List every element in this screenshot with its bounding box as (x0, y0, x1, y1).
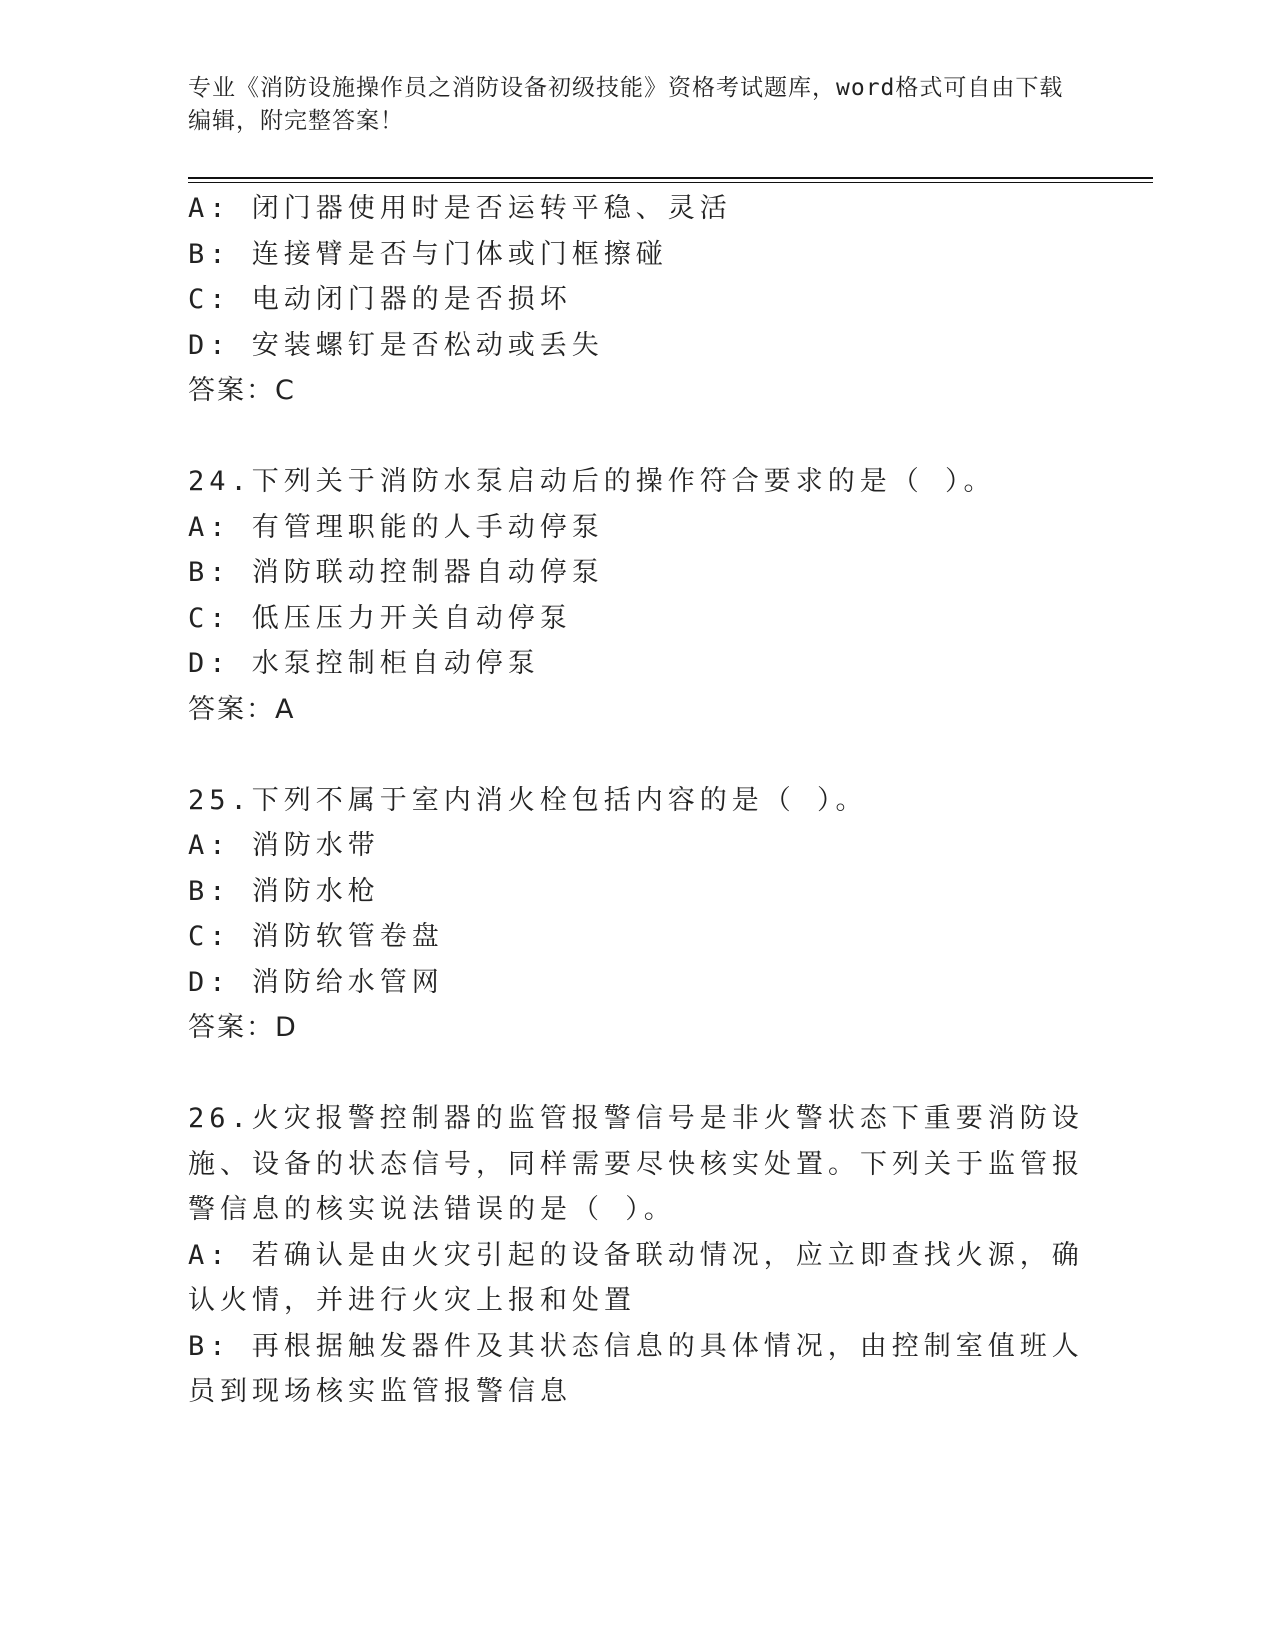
option-c: C: 消防软管卷盘 (188, 921, 444, 952)
answer: 答案：D (188, 1012, 298, 1043)
header-divider-thin (188, 182, 1153, 183)
option-b: B: 再根据触发器件及其状态信息的具体情况，由控制室值班人员到现场核实监管报警信息 (188, 1330, 1084, 1407)
question-stem: 26.火灾报警控制器的监管报警信号是非火警状态下重要消防设施、设备的状态信号，同样需要尽快核实处置。下列关于监管报警信息的核实说法错误的是（ ）。 (188, 1103, 1084, 1225)
header-divider-thick (188, 177, 1153, 179)
document-header: 专业《消防设施操作员之消防设备初级技能》资格考试题库，word格式可自由下载编辑，附完整答案！ (188, 75, 1064, 134)
spacer (188, 732, 1088, 778)
option-d: D: 消防给水管网 (188, 966, 444, 998)
option-d: D: 水泵控制柜自动停泵 (188, 648, 540, 679)
option-a: A: 消防水带 (188, 830, 380, 861)
answer: 答案：A (188, 693, 296, 725)
option-a: A: 闭门器使用时是否运转平稳、灵活 (188, 193, 732, 224)
question-stem: 25.下列不属于室内消火栓包括内容的是（ ）。 (188, 784, 868, 816)
option-c: C: 低压压力开关自动停泵 (188, 602, 572, 634)
option-a: A: 若确认是由火灾引起的设备联动情况，应立即查找火源，确认火情，并进行火灾上报和处置 (188, 1239, 1084, 1316)
question-23 (188, 186, 1088, 414)
question-list (188, 186, 1088, 1415)
answer: 答案：C (188, 375, 296, 406)
option-c: C: 电动闭门器的是否损坏 (188, 284, 572, 315)
question-26 (188, 1096, 1088, 1415)
option-d: D: 安装螺钉是否松动或丢失 (188, 329, 604, 361)
question-stem: 24.下列关于消防水泵启动后的操作符合要求的是（ ）。 (188, 466, 996, 497)
spacer (188, 1051, 1088, 1097)
option-b: B: 消防水枪 (188, 875, 380, 907)
option-b: B: 消防联动控制器自动停泵 (188, 557, 604, 588)
option-a: A: 有管理职能的人手动停泵 (188, 511, 604, 543)
spacer (188, 414, 1088, 460)
question-24 (188, 459, 1088, 732)
option-b: B: 连接臂是否与门体或门框擦碰 (188, 238, 668, 270)
question-25 (188, 778, 1088, 1051)
